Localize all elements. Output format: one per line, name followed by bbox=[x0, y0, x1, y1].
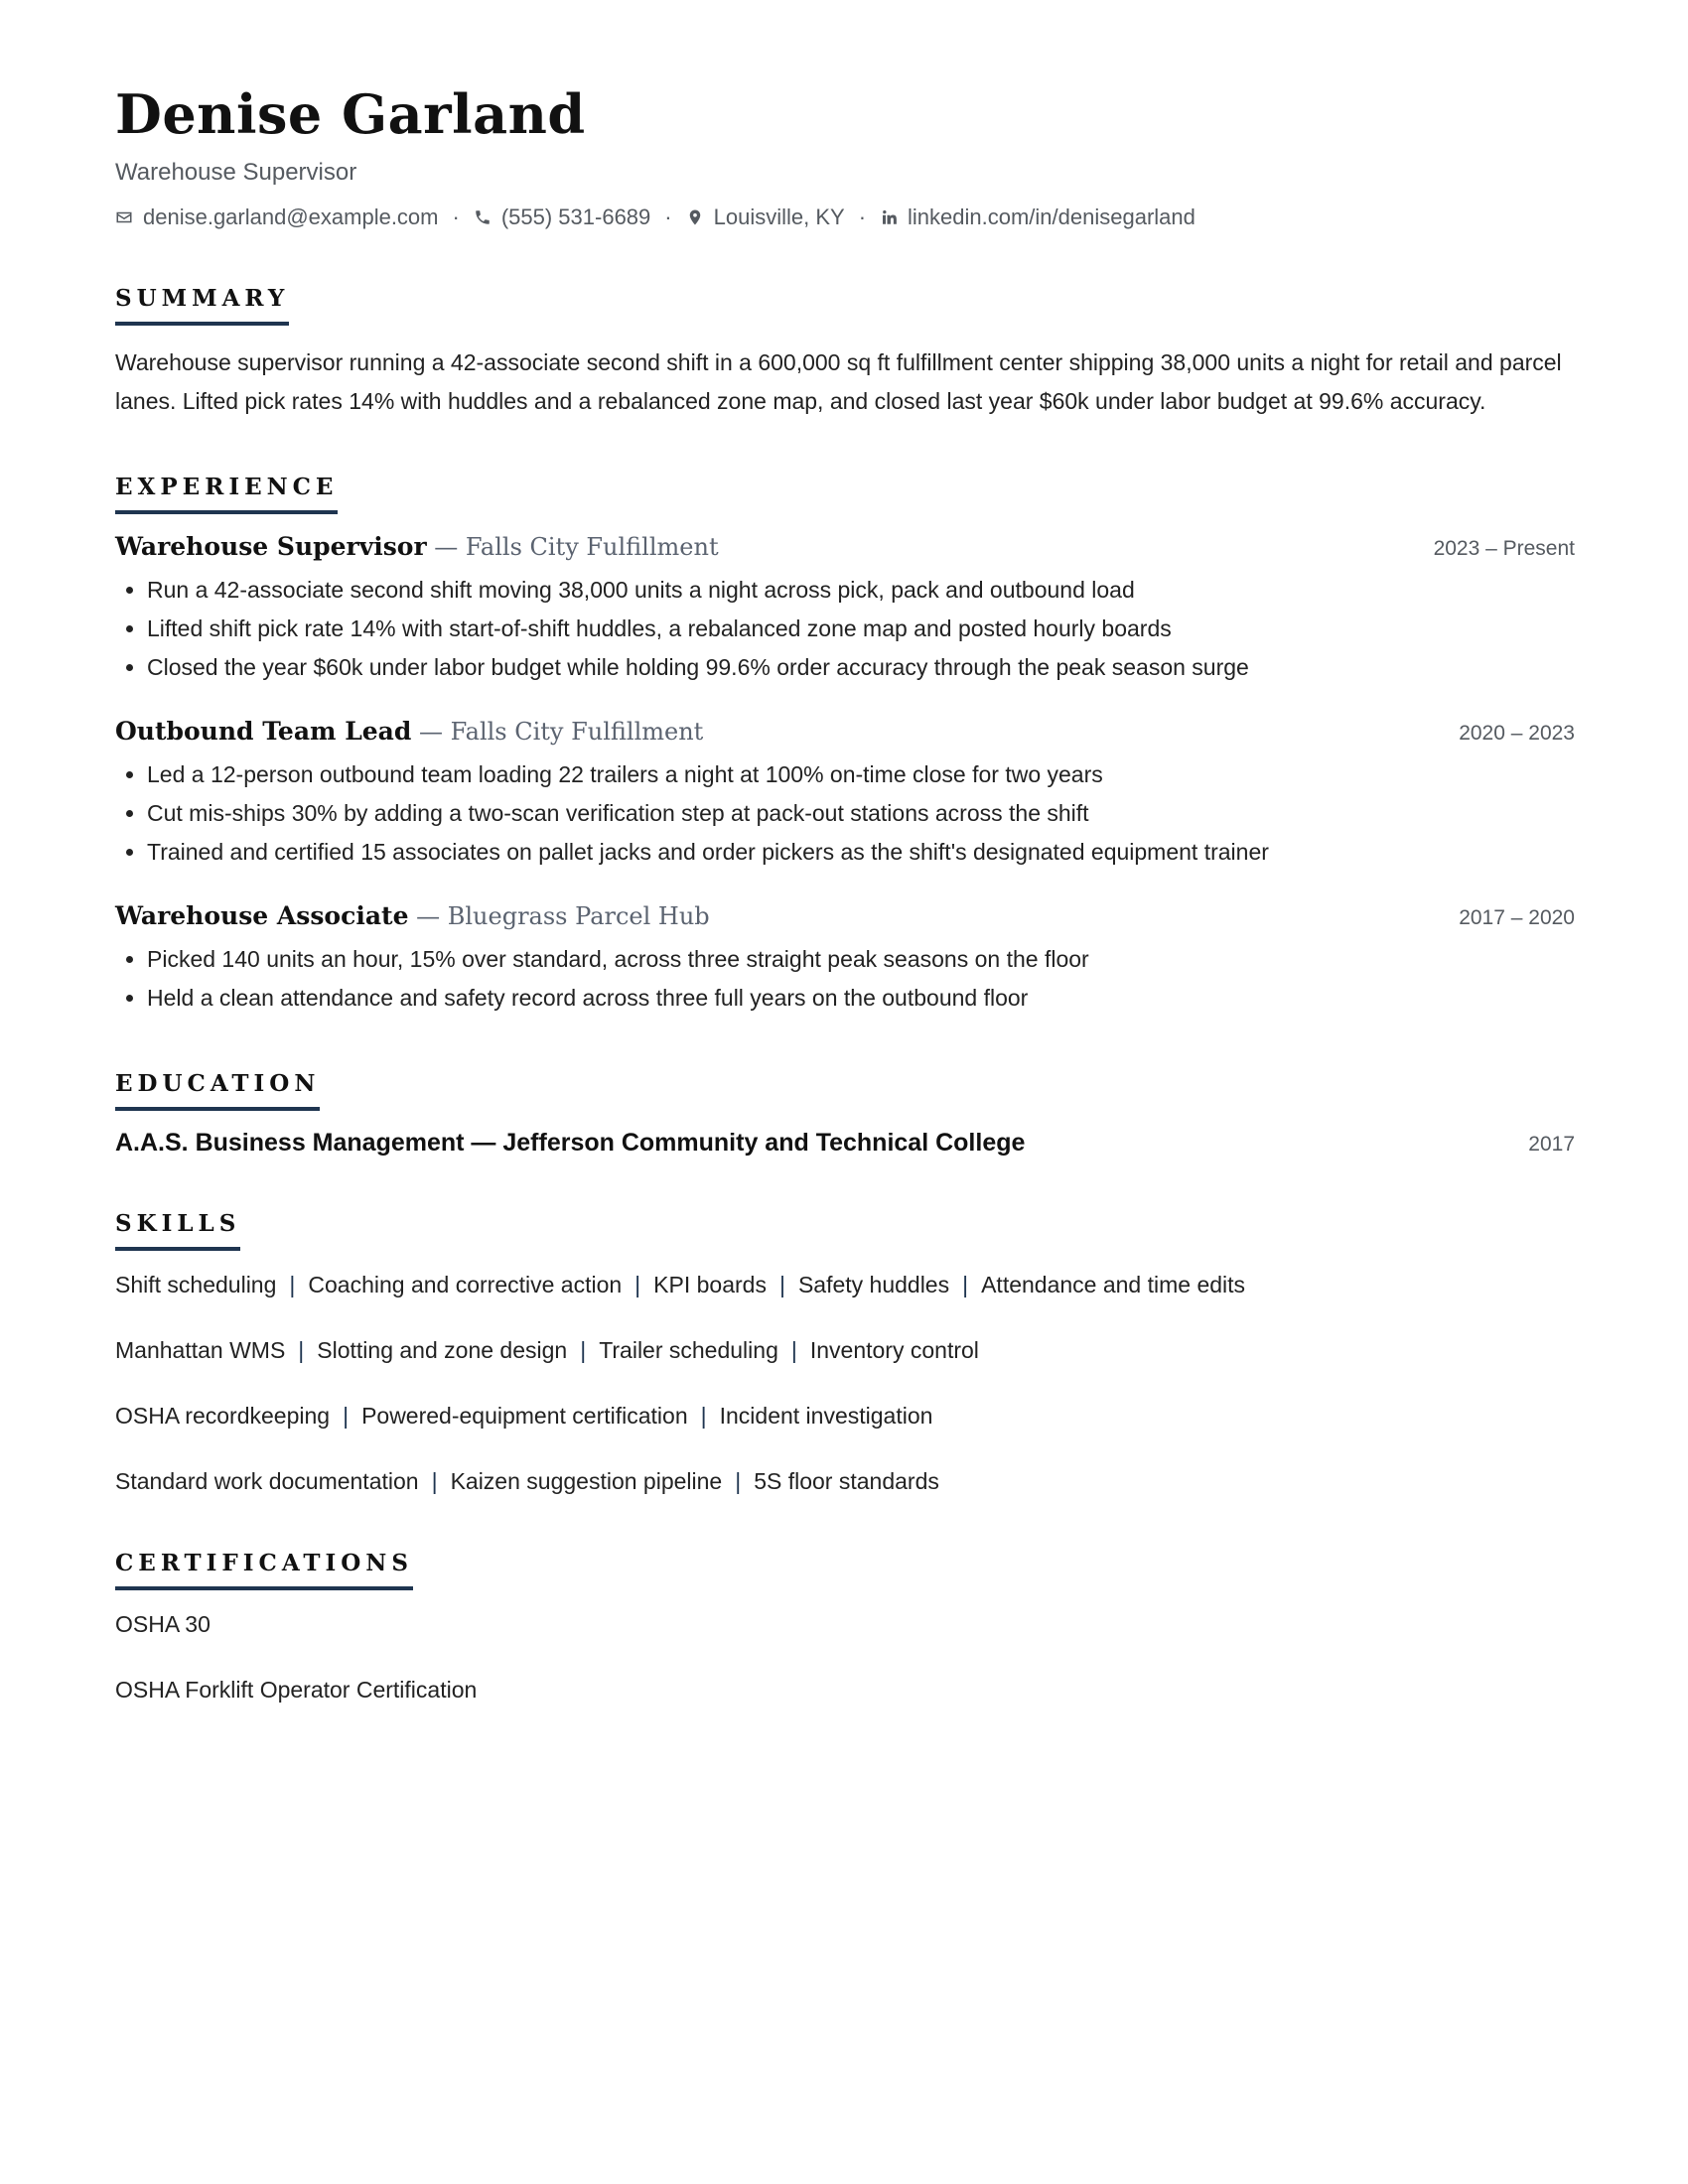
resume-header bbox=[115, 79, 1575, 232]
contact-location bbox=[686, 203, 845, 232]
skill-item: Safety huddles bbox=[797, 1272, 950, 1297]
resume-page bbox=[115, 79, 1575, 1706]
contact-separator: · bbox=[664, 205, 672, 229]
skill-separator: | bbox=[289, 1272, 296, 1297]
section-heading-education: EDUCATION bbox=[115, 1069, 320, 1111]
phone-text: (555) 531-6689 bbox=[500, 205, 651, 229]
mail-icon bbox=[115, 208, 133, 226]
contact-separator: · bbox=[858, 205, 867, 229]
skill-separator: | bbox=[298, 1337, 305, 1363]
skills-section bbox=[115, 1209, 1575, 1497]
skill-item: OSHA recordkeeping bbox=[115, 1403, 331, 1429]
job-dates: 2020 – 2023 bbox=[1459, 722, 1575, 745]
certifications-section bbox=[115, 1549, 1575, 1706]
phone-icon bbox=[474, 208, 492, 226]
education-section bbox=[115, 1069, 1575, 1158]
skills-line bbox=[115, 1334, 1575, 1366]
skill-item: Kaizen suggestion pipeline bbox=[450, 1468, 723, 1494]
skill-item: Manhattan WMS bbox=[115, 1337, 286, 1363]
job-bullets bbox=[115, 755, 1575, 872]
job-role: Warehouse Associate bbox=[115, 901, 409, 930]
skills-line bbox=[115, 1465, 1575, 1497]
skill-item: Inventory control bbox=[809, 1337, 979, 1363]
skill-separator: | bbox=[790, 1337, 797, 1363]
skill-separator: | bbox=[580, 1337, 587, 1363]
job-title-line bbox=[115, 532, 719, 561]
skill-item: KPI boards bbox=[653, 1272, 767, 1297]
skill-item: Standard work documentation bbox=[115, 1468, 419, 1494]
job-bullet: • Led a 12-person outbound team loading 22 trailers a night at 100% on-time close for two years bbox=[147, 755, 1575, 794]
location-pin-icon bbox=[686, 208, 704, 226]
section-heading-summary: SUMMARY bbox=[115, 284, 289, 326]
job-dates: 2023 – Present bbox=[1433, 537, 1575, 560]
skill-item: Powered-equipment certification bbox=[361, 1403, 688, 1429]
skill-separator: | bbox=[778, 1272, 785, 1297]
education-year: 2017 bbox=[1528, 1133, 1575, 1156]
skills-line bbox=[115, 1400, 1575, 1432]
skill-separator: | bbox=[343, 1403, 350, 1429]
skills-line bbox=[115, 1269, 1575, 1300]
job-bullets bbox=[115, 571, 1575, 687]
job-entry bbox=[115, 901, 1575, 1018]
summary-section bbox=[115, 284, 1575, 421]
education-entry bbox=[115, 1129, 1575, 1158]
job-bullet: • Picked 140 units an hour, 15% over standard, across three straight peak seasons on the floor bbox=[147, 940, 1575, 979]
skill-item: Trailer scheduling bbox=[599, 1337, 778, 1363]
skill-separator: | bbox=[962, 1272, 969, 1297]
job-bullets bbox=[115, 940, 1575, 1018]
skill-separator: | bbox=[431, 1468, 438, 1494]
job-entry bbox=[115, 717, 1575, 872]
job-bullet: • Cut mis-ships 30% by adding a two-scan verification step at pack-out stations across the shift bbox=[147, 794, 1575, 833]
skill-item: Coaching and corrective action bbox=[308, 1272, 623, 1297]
job-title-line bbox=[115, 901, 710, 930]
skill-item: Slotting and zone design bbox=[317, 1337, 568, 1363]
skill-item: Shift scheduling bbox=[115, 1272, 277, 1297]
skills-list bbox=[115, 1269, 1575, 1497]
job-bullet: • Run a 42-associate second shift moving 38,000 units a night across pick, pack and outbound load bbox=[147, 571, 1575, 610]
job-entry bbox=[115, 532, 1575, 687]
experience-section bbox=[115, 473, 1575, 1018]
job-dates: 2017 – 2020 bbox=[1459, 906, 1575, 929]
skill-separator: | bbox=[634, 1272, 641, 1297]
skill-separator: | bbox=[735, 1468, 742, 1494]
contact-linkedin[interactable] bbox=[880, 203, 1196, 232]
summary-text: Warehouse supervisor running a 42-associate second shift in a 600,000 sq ft fulfillment center shipping 38,000 units a night for retail and parcel lanes. Lifted pick rates 14% with huddles and a rebalanced zone map, and closed last year $60k under labor budget at 99.6% accuracy. bbox=[115, 349, 1562, 414]
certification-item: OSHA 30 bbox=[115, 1611, 211, 1637]
job-bullet: • Lifted shift pick rate 14% with start-of-shift huddles, a rebalanced zone map and posted hourly boards bbox=[147, 610, 1575, 648]
job-company: — Bluegrass Parcel Hub bbox=[408, 902, 710, 930]
job-role: Outbound Team Lead bbox=[115, 717, 412, 746]
section-heading-certifications: CERTIFICATIONS bbox=[115, 1549, 413, 1590]
email-text: denise.garland@example.com bbox=[143, 205, 439, 229]
contact-row bbox=[115, 203, 1575, 232]
job-bullet: • Closed the year $60k under labor budget while holding 99.6% order accuracy through the peak season surge bbox=[147, 648, 1575, 687]
job-header bbox=[115, 717, 1575, 746]
job-bullet: • Trained and certified 15 associates on pallet jacks and order pickers as the shift's designated equipment trainer bbox=[147, 833, 1575, 872]
skill-item: Attendance and time edits bbox=[981, 1272, 1246, 1297]
skill-item: Incident investigation bbox=[719, 1403, 933, 1429]
job-header bbox=[115, 901, 1575, 930]
candidate-title: Warehouse Supervisor bbox=[115, 159, 357, 186]
contact-separator: · bbox=[452, 205, 460, 229]
location-text: Louisville, KY bbox=[713, 205, 845, 229]
job-company: — Falls City Fulfillment bbox=[411, 718, 704, 746]
skill-item: 5S floor standards bbox=[754, 1468, 939, 1494]
job-bullet: • Held a clean attendance and safety record across three full years on the outbound floor bbox=[147, 979, 1575, 1018]
linkedin-icon bbox=[880, 208, 898, 226]
job-header bbox=[115, 532, 1575, 561]
job-title-line bbox=[115, 717, 703, 746]
section-heading-skills: SKILLS bbox=[115, 1209, 240, 1251]
section-heading-experience: EXPERIENCE bbox=[115, 473, 338, 514]
contact-email[interactable] bbox=[115, 203, 439, 232]
contact-phone[interactable] bbox=[474, 203, 650, 232]
certification-item: OSHA Forklift Operator Certification bbox=[115, 1677, 478, 1703]
job-role: Warehouse Supervisor bbox=[115, 532, 427, 561]
job-company: — Falls City Fulfillment bbox=[426, 533, 719, 561]
candidate-name: Denise Garland bbox=[115, 82, 586, 146]
linkedin-text: linkedin.com/in/denisegarland bbox=[908, 205, 1196, 229]
skill-separator: | bbox=[700, 1403, 707, 1429]
education-degree: A.A.S. Business Management — Jefferson Community and Technical College bbox=[115, 1129, 1026, 1157]
